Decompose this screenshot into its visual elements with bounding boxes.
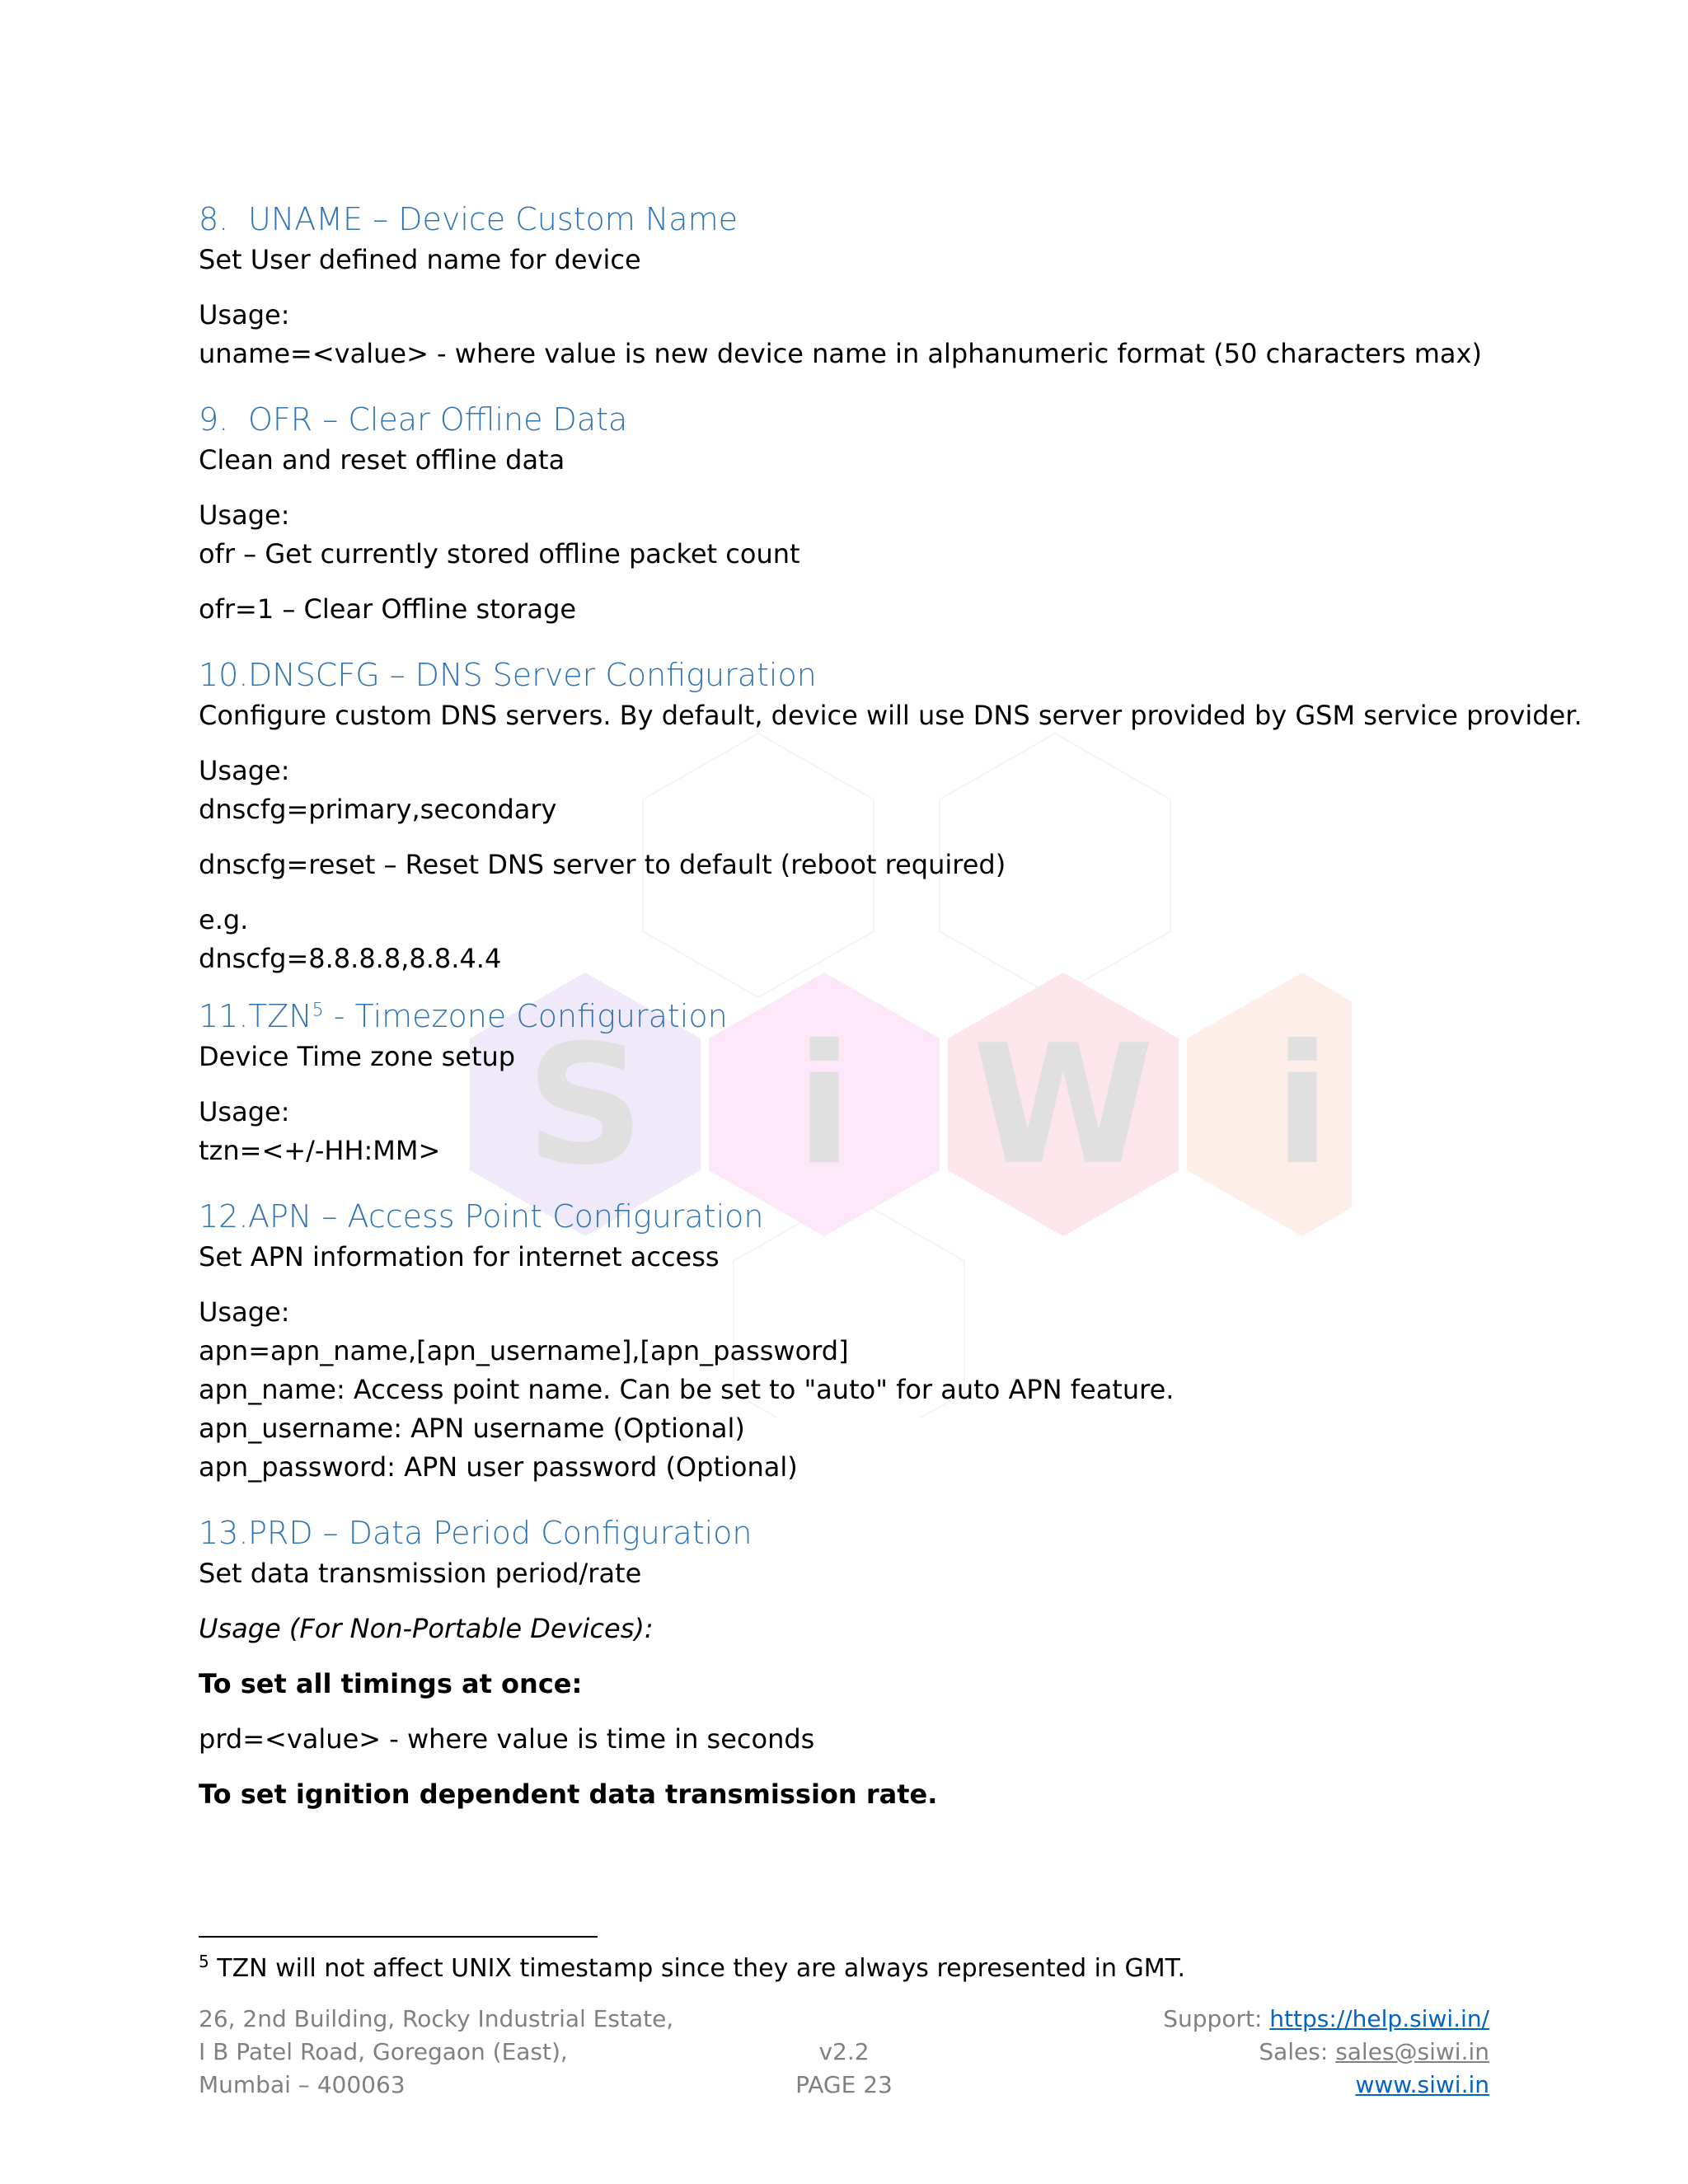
section-prd bbox=[199, 1511, 1493, 1814]
footer-address bbox=[199, 2003, 673, 2102]
section-number: 13. bbox=[199, 1515, 249, 1551]
usage-line: apn=apn_name,[apn_username],[apn_password] bbox=[199, 1335, 849, 1366]
address-line: Mumbai – 400063 bbox=[199, 2071, 406, 2098]
watermark-letter: i bbox=[795, 1010, 853, 1202]
section-description: Set data transmission period/rate bbox=[199, 1558, 642, 1589]
section-title: OFR – Clear Offline Data bbox=[248, 401, 628, 438]
section-number: 9. bbox=[199, 401, 229, 438]
section-apn bbox=[199, 1195, 1493, 1487]
section-title-suffix: - Timezone Configuration bbox=[323, 998, 728, 1034]
document-version: v2.2 bbox=[818, 2038, 870, 2065]
support-label: Support: bbox=[1163, 2005, 1270, 2032]
website-link[interactable]: www.siwi.in bbox=[1355, 2071, 1489, 2098]
footer-version-page bbox=[795, 2036, 893, 2102]
usage-line: dnscfg=primary,secondary bbox=[199, 794, 557, 825]
section-ofr bbox=[199, 398, 1493, 629]
sales-email-link[interactable]: sales@siwi.in bbox=[1335, 2038, 1489, 2065]
section-title: TZN bbox=[248, 998, 312, 1034]
usage-line: apn_name: Access point name. Can be set to "auto" for auto APN feature. bbox=[199, 1374, 1175, 1405]
usage-label: Usage: bbox=[199, 1096, 290, 1127]
section-tzn bbox=[199, 995, 1493, 1170]
usage-label: Usage: bbox=[199, 1296, 290, 1328]
usage-line: apn_password: APN user password (Optional) bbox=[199, 1451, 798, 1483]
page-number: PAGE 23 bbox=[795, 2071, 893, 2098]
watermark-letter: S bbox=[525, 1010, 645, 1202]
section-number: 10. bbox=[199, 657, 249, 693]
usage-line: ofr – Get currently stored offline packet count bbox=[199, 538, 800, 569]
example-label: e.g. bbox=[199, 904, 249, 935]
usage-label: Usage: bbox=[199, 299, 290, 330]
address-line: 26, 2nd Building, Rocky Industrial Estate, bbox=[199, 2005, 674, 2032]
usage-line: prd=<value> - where value is time in seconds bbox=[199, 1723, 815, 1755]
section-heading bbox=[199, 198, 1493, 241]
footnote-separator bbox=[199, 1936, 598, 1938]
watermark-letter: W bbox=[972, 1010, 1155, 1202]
section-number: 8. bbox=[199, 201, 229, 237]
footnote-text: TZN will not affect UNIX timestamp since they are always represented in GMT. bbox=[209, 1954, 1185, 1983]
subheading: To set ignition dependent data transmission rate. bbox=[199, 1779, 938, 1810]
section-heading bbox=[199, 995, 1493, 1038]
usage-label: Usage (For Non-Portable Devices): bbox=[199, 1613, 654, 1644]
usage-line: apn_username: APN username (Optional) bbox=[199, 1413, 745, 1444]
section-description: Device Time zone setup bbox=[199, 1041, 516, 1072]
section-heading bbox=[199, 1195, 1493, 1238]
section-number: 11. bbox=[199, 998, 249, 1034]
section-heading bbox=[199, 398, 1493, 441]
support-link[interactable]: https://help.siwi.in/ bbox=[1269, 2005, 1489, 2032]
subheading: To set all timings at once: bbox=[199, 1668, 583, 1699]
usage-label: Usage: bbox=[199, 755, 290, 786]
section-description: Set APN information for internet access bbox=[199, 1241, 720, 1272]
section-title: DNSCFG – DNS Server Configuration bbox=[248, 657, 817, 693]
usage-line: dnscfg=reset – Reset DNS server to default (reboot required) bbox=[199, 849, 1006, 880]
section-title: PRD – Data Period Configuration bbox=[248, 1515, 753, 1551]
section-description: Clean and reset offline data bbox=[199, 444, 565, 476]
usage-line: uname=<value> - where value is new device name in alphanumeric format (50 characters max) bbox=[199, 338, 1482, 369]
website-contact bbox=[1163, 2069, 1489, 2102]
section-description: Set User defined name for device bbox=[199, 244, 641, 275]
page-content bbox=[199, 198, 1582, 1830]
example-line: dnscfg=8.8.8.8,8.8.4.4 bbox=[199, 943, 502, 974]
section-description: Configure custom DNS servers. By default, device will use DNS server provided by GSM service provider. bbox=[199, 700, 1582, 731]
sales-label: Sales: bbox=[1259, 2038, 1336, 2065]
section-title: APN – Access Point Configuration bbox=[248, 1198, 764, 1235]
footer-contacts bbox=[1163, 2003, 1489, 2102]
footnote bbox=[199, 1951, 1185, 1987]
section-heading bbox=[199, 654, 1493, 696]
support-contact bbox=[1163, 2003, 1489, 2036]
address-line: I B Patel Road, Goregaon (East), bbox=[199, 2038, 568, 2065]
section-title: UNAME – Device Custom Name bbox=[248, 201, 738, 237]
section-heading bbox=[199, 1511, 1493, 1554]
footnote-number: 5 bbox=[199, 1952, 209, 1971]
section-number: 12. bbox=[199, 1198, 249, 1235]
section-uname bbox=[199, 198, 1493, 373]
page-footer bbox=[199, 2003, 1489, 2110]
section-dnscfg bbox=[199, 654, 1582, 978]
sales-contact bbox=[1163, 2036, 1489, 2069]
usage-label: Usage: bbox=[199, 499, 290, 531]
usage-line: ofr=1 – Clear Offline storage bbox=[199, 593, 577, 625]
footnote-reference[interactable]: 5 bbox=[312, 1000, 324, 1021]
usage-line: tzn=<+/-HH:MM> bbox=[199, 1135, 441, 1166]
watermark-letter: i bbox=[1273, 1010, 1331, 1202]
